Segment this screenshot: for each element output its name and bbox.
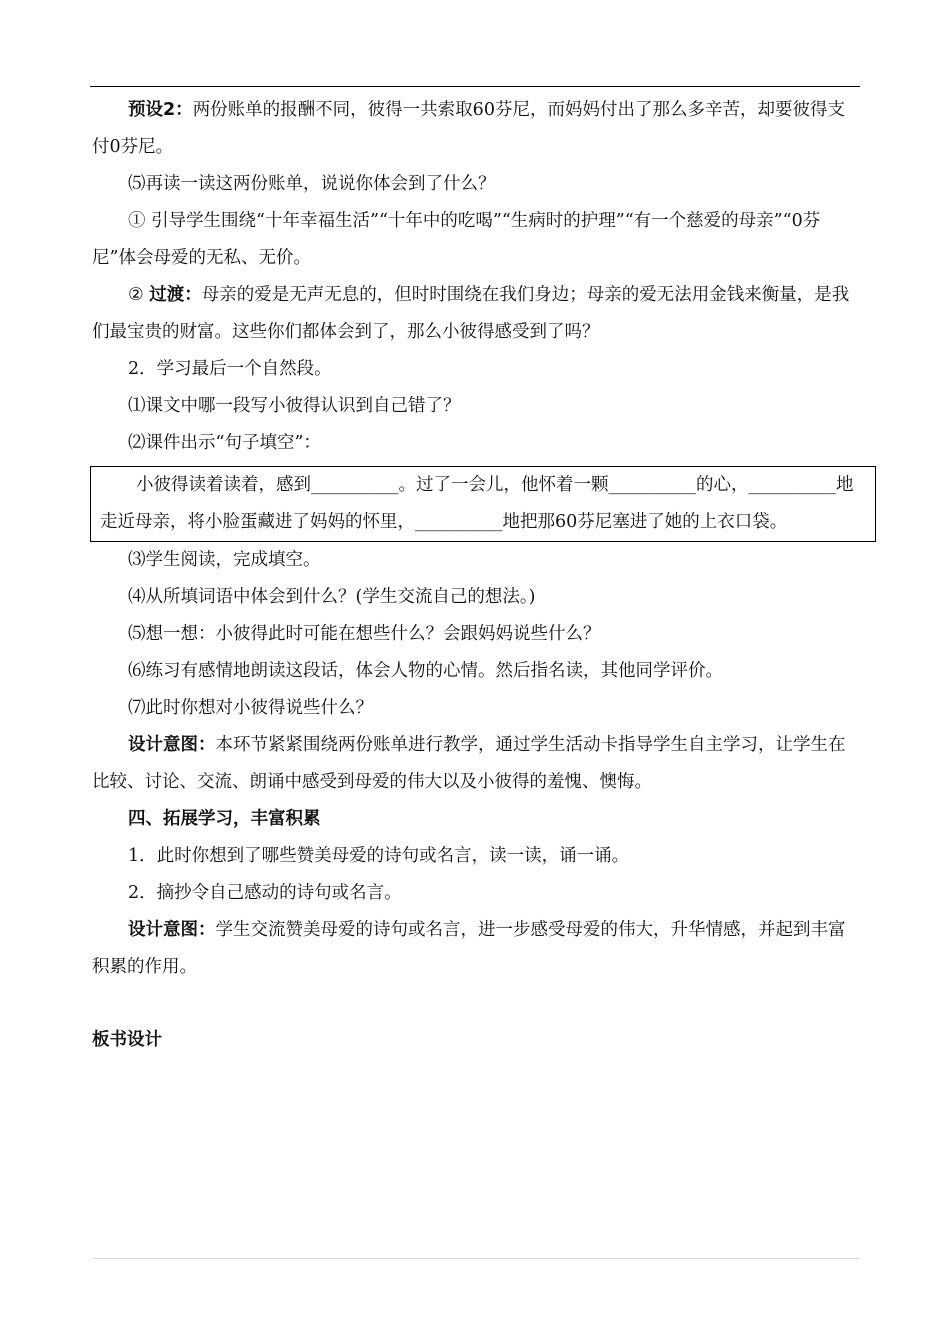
section-4-item-1: 1．此时你想到了哪些赞美母爱的诗句或名言，读一读，诵一诵。 [128,846,630,866]
step-item: ⑺此时你想对小彼得说些什么？ [128,698,373,718]
footer-rule [93,1258,860,1259]
step-item: ⑷从所填词语中体会到什么？(学生交流自己的想法。) [128,587,536,607]
fill-in-box [90,466,876,542]
fill-in-text: 小彼得读着读着，感到__________。过了一会儿，他怀着一颗__________的心，__________地走近母亲，将小脸蛋藏进了妈妈的怀里，__________地把那60芬尼塞进了她的上衣口袋。 [100,475,854,532]
paragraph-transition [92,277,862,351]
header-rule [90,86,860,87]
paragraph-courseware: ⑵课件出示“句子填空”： [128,433,321,453]
design-intent-1 [92,727,862,801]
transition-number: ② [128,285,150,305]
section-4-heading: 四、拓展学习，丰富积累 [128,809,321,829]
paragraph-preset-2 [92,92,862,166]
paragraph-reread: ⑸再读一读这两份账单，说说你体会到了什么？ [128,174,496,194]
design-intent-text: 学生交流赞美母爱的诗句或名言，进一步感受母爱的伟大，升华情感，并起到丰富积累的作用。 [92,920,846,977]
preset-text: 两份账单的报酬不同，彼得一共索取60芬尼，而妈妈付出了那么多辛苦，却要彼得支付0芬尼。 [92,100,845,157]
design-intent-2 [92,912,862,986]
design-intent-text: 本环节紧紧围绕两份账单进行教学，通过学生活动卡指导学生自主学习，让学生在比较、讨论、交流、朗诵中感受到母爱的伟大以及小彼得的羞愧、懊悔。 [92,735,846,792]
design-intent-label: 设计意图： [128,735,216,755]
document-body [92,92,862,1059]
section-4-item-2: 2．摘抄令自己感动的诗句或名言。 [128,883,402,903]
design-intent-label: 设计意图： [128,920,216,940]
paragraph-guide: ① 引导学生围绕“十年幸福生活”“十年中的吃喝”“生病时的护理”“有一个慈爱的母亲”“0芬尼”体会母爱的无私、无价。 [92,211,821,268]
paragraph-last-section: 2．学习最后一个自然段。 [128,359,332,379]
step-item: ⑶学生阅读，完成填空。 [128,550,321,570]
transition-text: 母亲的爱是无声无息的，但时时围绕在我们身边；母亲的爱无法用金钱来衡量，是我们最宝贵的财富。这些你们都体会到了，那么小彼得感受到了吗？ [92,285,850,342]
board-design-heading: 板书设计 [92,1030,162,1050]
preset-label: 预设2： [128,100,193,120]
transition-label: 过渡： [149,285,202,305]
step-item: ⑹练习有感情地朗读这段话，体会人物的心情。然后指名读，其他同学评价。 [128,661,723,681]
paragraph-question-1: ⑴课文中哪一段写小彼得认识到自己错了？ [128,396,461,416]
step-item: ⑸想一想：小彼得此时可能在想些什么？会跟妈妈说些什么？ [128,624,601,644]
